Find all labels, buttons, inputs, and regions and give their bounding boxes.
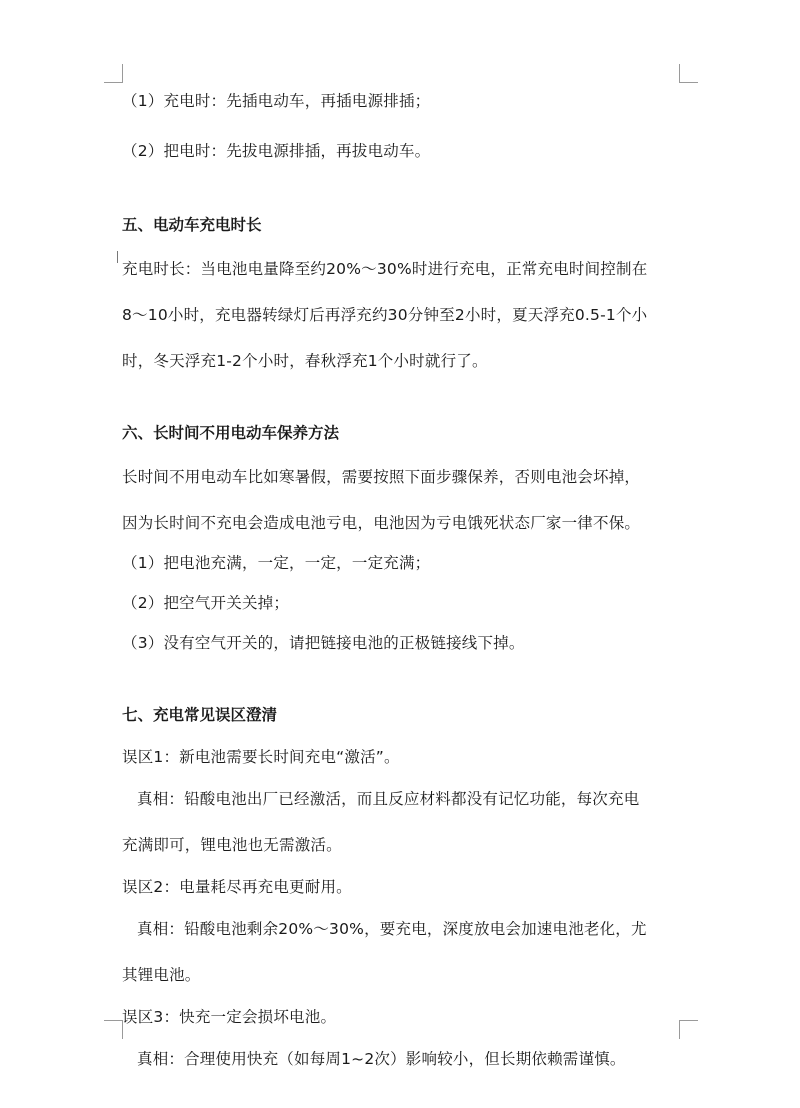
paragraph-line: 其锂电池。 [122,966,201,984]
margin-corner-top-left [104,64,123,83]
margin-corner-bottom-left [104,1020,123,1039]
text-cursor [117,251,118,263]
paragraph-line: 时，冬天浮充1-2个小时，春秋浮充1个小时就行了。 [122,352,488,370]
truth-line: 真相：铅酸电池剩余20%～30%，要充电，深度放电会加速电池老化，尤 [137,920,647,938]
margin-corner-top-right [679,64,698,83]
myth-line: 误区1：新电池需要长时间充电“激活”。 [122,748,400,766]
paragraph-line: （3）没有空气开关的，请把链接电池的正极链接线下掉。 [122,634,525,652]
paragraph-line: 充电时长：当电池电量降至约20%～30%时进行充电，正常充电时间控制在 [122,260,648,278]
section-heading-7: 七、充电常见误区澄清 [122,706,278,724]
truth-line: 真相：铅酸电池出厂已经激活，而且反应材料都没有记忆功能，每次充电 [137,790,640,808]
margin-corner-bottom-right [679,1020,698,1039]
paragraph-line: （1）充电时：先插电动车，再插电源排插； [122,92,431,110]
paragraph-line: （1）把电池充满，一定，一定，一定充满； [122,554,431,572]
paragraph-line: 因为长时间不充电会造成电池亏电，电池因为亏电饿死状态厂家一律不保。 [122,514,641,532]
myth-line: 误区2：电量耗尽再充电更耐用。 [122,878,352,896]
paragraph-line: （2）把电时：先拔电源排插，再拔电动车。 [122,142,431,160]
paragraph-line: 8～10小时，充电器转绿灯后再浮充约30分钟至2小时，夏天浮充0.5-1个小 [122,306,648,324]
paragraph-line: 长时间不用电动车比如寒暑假，需要按照下面步骤保养，否则电池会坏掉， [122,468,641,486]
section-heading-6: 六、长时间不用电动车保养方法 [122,424,340,442]
myth-line: 误区3：快充一定会损坏电池。 [122,1008,337,1026]
paragraph-line: 充满即可，锂电池也无需激活。 [122,836,342,854]
document-body[interactable] [122,80,678,1072]
truth-line: 真相：合理使用快充（如每周1~2次）影响较小，但长期依赖需谨慎。 [137,1050,626,1068]
section-heading-5: 五、电动车充电时长 [122,216,262,234]
paragraph-line: （2）把空气开关关掉； [122,594,290,612]
